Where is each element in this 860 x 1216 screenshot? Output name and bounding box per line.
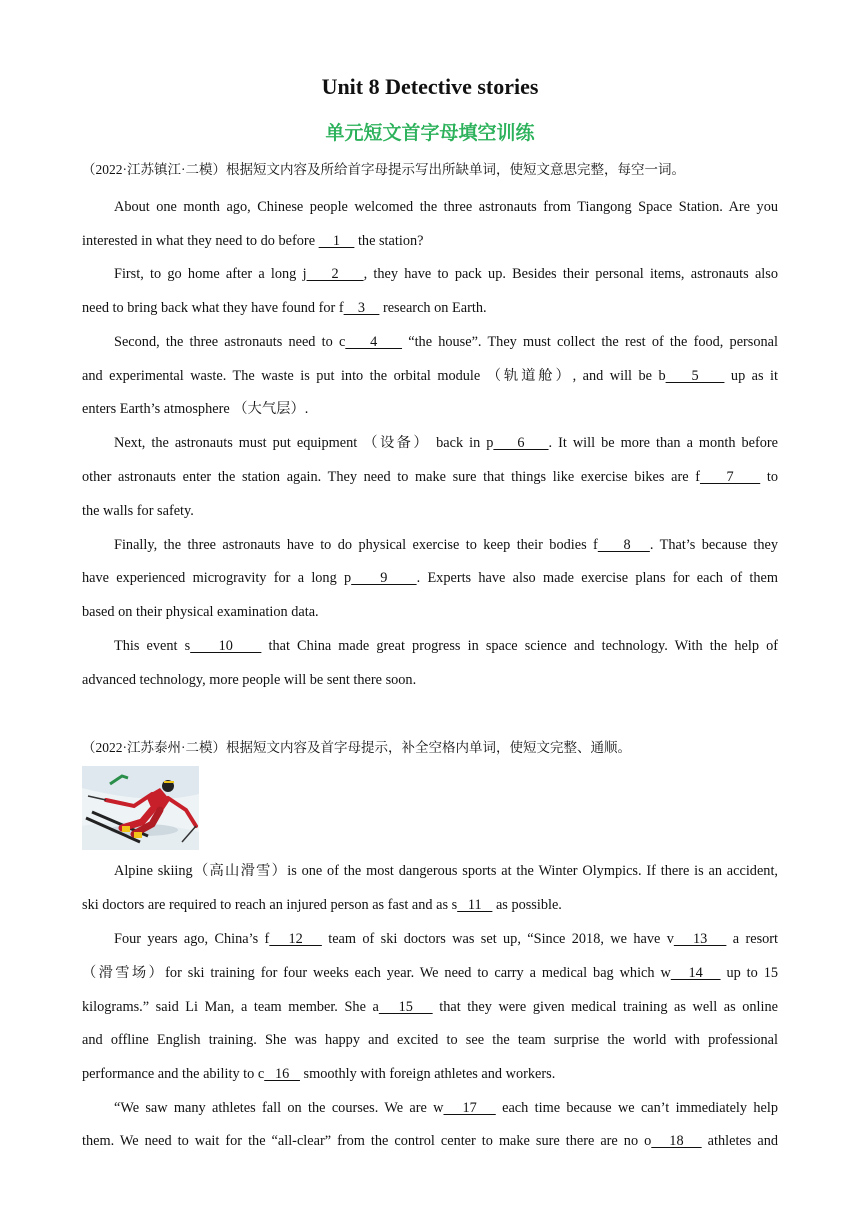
skier-photo [82,766,199,850]
passage1-line: Next, the astronauts must put equipment （设备） back in p 6 . It will be more than a month before [114,435,778,451]
passage1-line: About one month ago, Chinese people welcomed the three astronauts from Tiangong Space Station. Are you [114,199,778,215]
passage2-line: performance and the ability to c 16 smoothly with foreign athletes and workers. [82,1066,556,1082]
passage2-line: kilograms.” said Li Man, a team member. She a 15 that they were given medical training as well as online [82,999,778,1015]
blank-13[interactable]: 13 [673,931,727,947]
passage1-line: Finally, the three astronauts have to do physical exercise to keep their bodies f 8 . That’s because they [114,537,779,553]
passage2-line: Four years ago, China’s f 12 team of ski doctors was set up, “Since 2018, we have v 13 a resort [114,931,779,947]
blank-4[interactable]: 4 [345,334,403,350]
passage1-line: Second, the three astronauts need to c 4 “the house”. They must collect the rest of the food, personal [114,334,778,350]
page-subtitle: 单元短文首字母填空训练 [325,122,535,144]
passage2-source: （2022·江苏泰州·二模）根据短文内容及首字母提示，补全空格内单词，使短文完整、通顺。 [82,740,631,755]
blank-15[interactable]: 15 [378,999,433,1015]
passage1-line: have experienced microgravity for a long p 9 . Experts have also made exercise plans for each of them [82,570,779,586]
passage1-line: need to bring back what they have found for f 3 research on Earth. [82,300,487,316]
blank-18[interactable]: 18 [651,1133,702,1149]
passage1-line: other astronauts enter the station again. They need to make sure that things like exercise bikes are f 7 to [82,469,778,485]
blank-14[interactable]: 14 [670,965,721,981]
blank-5[interactable]: 5 [665,368,725,384]
passage2-line: Alpine skiing（高山滑雪）is one of the most dangerous sports at the Winter Olympics. If there is an accident, [114,863,778,879]
passage1-line: the walls for safety. [82,503,194,519]
blank-3[interactable]: 3 [343,300,380,316]
passage1-line: based on their physical examination data. [82,604,319,620]
blank-11[interactable]: 11 [457,897,493,913]
passage2-line: them. We need to wait for the “all-clear” from the control center to make sure there are no o 18 athletes and [82,1133,778,1149]
blank-9[interactable]: 9 [351,570,417,586]
blank-17[interactable]: 17 [443,1100,496,1116]
passage2-line: （滑雪场）for ski training for four weeks each year. We need to carry a medical bag which w 14 up to 15 [82,965,778,981]
passage1-line: and experimental waste. The waste is put into the orbital module （轨道舱）, and will be b 5 up as it [82,368,778,384]
passage2-line: ski doctors are required to reach an injured person as fast and as s 11 as possible. [82,897,562,913]
passage1-source: （2022·江苏镇江·二模）根据短文内容及所给首字母提示写出所缺单词，使短文意思完整，每空一词。 [82,162,685,177]
passage1-line: First, to go home after a long j 2 , they have to pack up. Besides their personal items, astronauts also [114,266,778,282]
blank-8[interactable]: 8 [597,537,650,553]
blank-7[interactable]: 7 [699,469,761,485]
blank-6[interactable]: 6 [493,435,549,451]
page-title: Unit 8 Detective stories [321,74,539,99]
passage1-line: advanced technology, more people will be sent there soon. [82,672,417,688]
blank-12[interactable]: 12 [269,931,322,947]
passage1-line: This event s 10 that China made great progress in space science and technology. With the help of [114,638,779,654]
blank-16[interactable]: 16 [264,1066,300,1082]
blank-2[interactable]: 2 [306,266,364,282]
blank-10[interactable]: 10 [190,638,262,654]
passage1-line: interested in what they need to do before 1 the station? [82,233,424,249]
passage2-line: “We saw many athletes fall on the courses. We are w 17 each time because we can’t immediately help [114,1100,778,1116]
passage2-line: and offline English training. She was happy and excited to see the team surprise the world with professional [82,1032,778,1048]
passage1-line: enters Earth’s atmosphere （大气层）. [82,401,309,417]
blank-1[interactable]: 1 [318,233,355,249]
